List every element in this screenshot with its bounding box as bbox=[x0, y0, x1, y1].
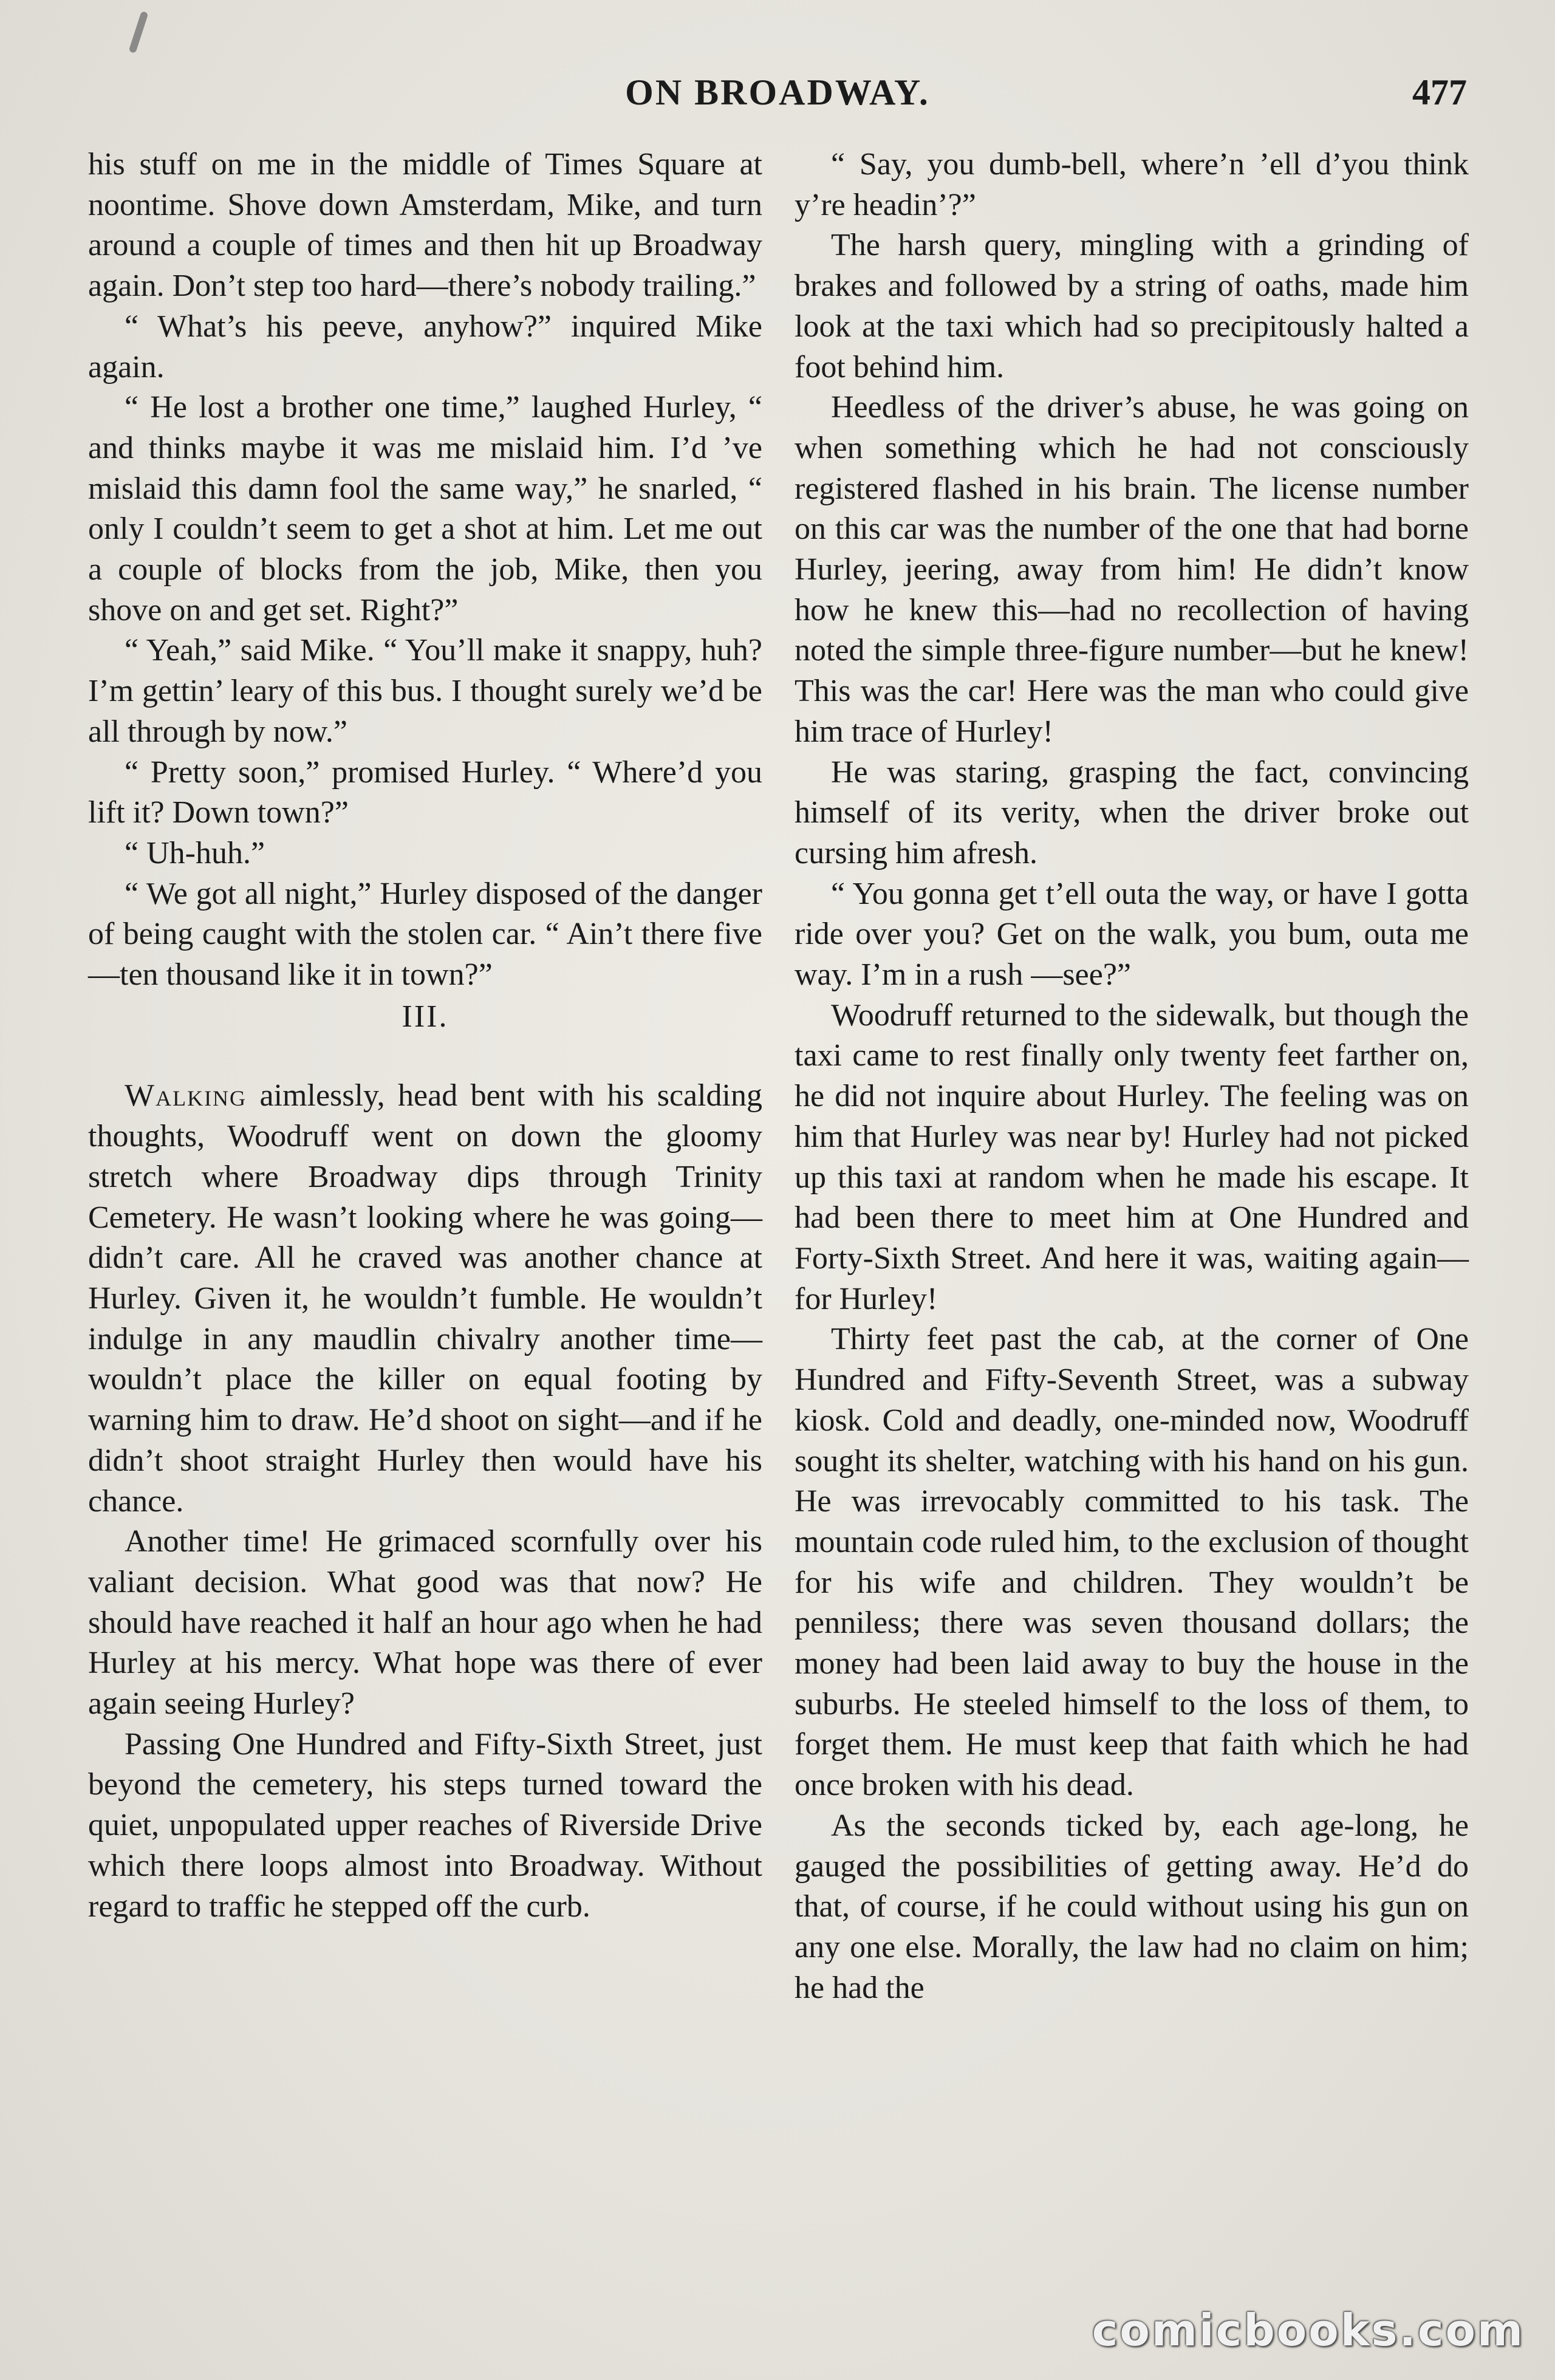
page-number: 477 bbox=[1412, 72, 1467, 112]
pencil-mark bbox=[128, 11, 148, 53]
paragraph: “ He lost a brother one time,” laughed Hurley, “ and thinks maybe it was me mislaid him. I’d ’ve mislaid this damn fool the same way,” he snarled, “ only I couldn’t seem to get a shot at him. Let me out a couple of blocks from the job, Mike, then you shove on and get set. Right?” bbox=[88, 390, 762, 627]
lead-word: Walking bbox=[125, 1078, 247, 1113]
paragraph: “ Say, you dumb-bell, where’n ’ell d’you think y’re headin’?” bbox=[795, 147, 1469, 222]
paragraph: “ Pretty soon,” promised Hurley. “ Where’d you lift it? Down town?” bbox=[88, 754, 762, 830]
paragraph: “ We got all night,” Hurley disposed of the danger of being caught with the stolen car. “ Ain’t there five—ten thousand like it in town?” bbox=[88, 876, 762, 993]
paragraph: Passing One Hundred and Fifty-Sixth Street, just beyond the cemetery, his steps turned toward the quiet, unpopulated upper reaches of Riverside Drive which there loops almost into Broadway. Without regard to traffic he stepped off the curb. bbox=[88, 1726, 762, 1924]
paragraph-text: aimlessly, head bent with his scalding thoughts, Woodruff went on down the gloomy stretch where Broadway dips through Trinity Cemetery. He wasn’t looking where he was going—didn’t care. All he craved was another chance at Hurley. Given it, he wouldn’t fumble. He wouldn’t indulge in any maudlin chivalry another time—wouldn’t place the killer on equal footing by warning him to draw. He’d shoot on sight—and if he didn’t shoot straight Hurley then would have his chance. bbox=[88, 1078, 762, 1519]
paragraph: “ Uh-huh.” bbox=[125, 835, 265, 870]
page-header bbox=[88, 72, 1467, 126]
paragraph: “ Yeah,” said Mike. “ You’ll make it snappy, huh? I’m gettin’ leary of this bus. I thought surely we’d be all through by now.” bbox=[88, 633, 762, 749]
paragraph: Heedless of the driver’s abuse, he was going on when something which he had not consciously registered flashed in his brain. The license number on this car was the number of the one that had borne Hurley, jeering, away from him! He didn’t know how he knew this—had no recollection of having noted the simple three-figure number—but he knew! This was the car! Here was the man who could give him trace of Hurley! bbox=[795, 390, 1469, 749]
paragraph: He was staring, grasping the fact, convincing himself of its verity, when the driver broke out cursing him afresh. bbox=[795, 754, 1469, 870]
left-column bbox=[88, 145, 762, 1927]
paragraph: “ What’s his peeve, anyhow?” inquired Mike again. bbox=[88, 309, 762, 385]
paragraph: his stuff on me in the middle of Times Square at noontime. Shove down Amsterdam, Mike, and turn around a couple of times and then hit up Broadway again. Don’t step too hard—there’s nobody trailing.” bbox=[88, 147, 762, 304]
paragraph: As the seconds ticked by, each age-long, he gauged the possibilities of getting away. He’d do that, of course, if he could without using his gun on any one else. Morally, the law had no claim on him; he had the bbox=[795, 1808, 1469, 2005]
watermark-logo: comicbooks.com bbox=[1092, 2305, 1525, 2356]
paragraph: Thirty feet past the cab, at the corner of One Hundred and Fifty-Seventh Street, was a subway kiosk. Cold and deadly, one-minded now, Woodruff sought its shelter, watching with his hand on his gun. He was irrevocably committed to his task. The mountain code ruled him, to the exclusion of thought for his wife and children. They wouldn’t be penniless; there was seven thousand dollars; the money had been laid away to buy the house in the suburbs. He steeled himself to the loss of them, to forget them. He must keep that faith which he had once broken with his dead. bbox=[795, 1322, 1469, 1803]
running-title: ON BROADWAY. bbox=[625, 72, 930, 112]
paragraph: Woodruff returned to the sidewalk, but though the taxi came to rest finally only twenty feet farther on, he did not inquire about Hurley. The feeling was on him that Hurley was near by! Hurley had not picked up this taxi at random when he made his escape. It had been there to meet him at One Hundred and Forty-Sixth Street. And here it was, waiting again—for Hurley! bbox=[795, 997, 1469, 1316]
right-column bbox=[795, 145, 1469, 2008]
paragraph bbox=[88, 1076, 762, 1522]
section-heading: III. bbox=[402, 999, 449, 1034]
paragraph: Another time! He grimaced scornfully over his valiant decision. What good was that now? He should have reached it half an hour ago when he had Hurley at his mercy. What hope was there of ever again seeing Hurley? bbox=[88, 1524, 762, 1722]
paragraph: “ You gonna get t’ell outa the way, or have I gotta ride over you? Get on the walk, you bum, outa me way. I’m in a rush —see?” bbox=[795, 876, 1469, 993]
paragraph: The harsh query, mingling with a grinding of brakes and followed by a string of oaths, made him look at the taxi which had so precipitously halted a foot behind him. bbox=[795, 228, 1469, 385]
